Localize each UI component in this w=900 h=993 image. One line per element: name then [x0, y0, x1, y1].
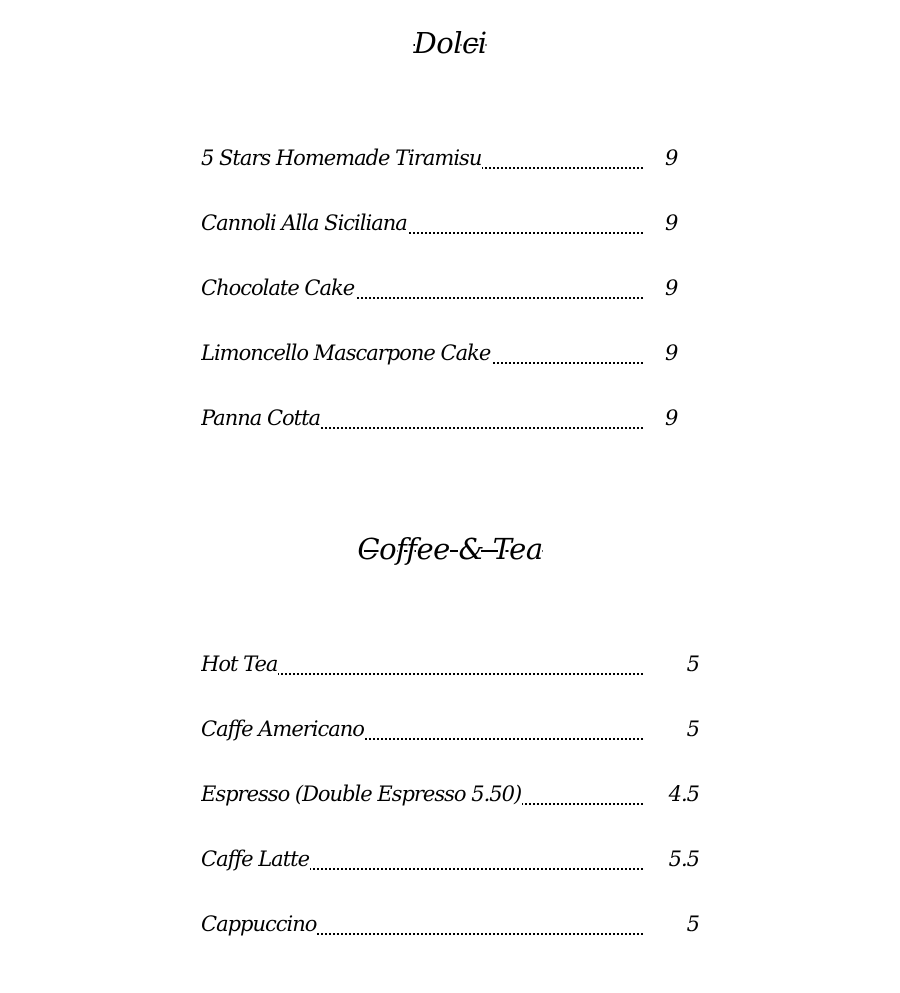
item-name-row — [201, 207, 643, 243]
item-price: 5 — [686, 912, 699, 936]
item-price: 9 — [665, 341, 678, 365]
section-title-coffee-tea-text: Coffee & Tea — [357, 532, 543, 566]
item-name: Cappuccino — [201, 908, 317, 940]
menu-item — [201, 402, 721, 438]
section-title-dolci — [0, 26, 900, 60]
item-price: 5.5 — [668, 847, 699, 871]
menu-item — [201, 142, 721, 178]
item-name: Espresso (Double Espresso 5.50) — [201, 778, 522, 810]
item-price: 9 — [665, 211, 678, 235]
section-title-coffee-tea — [0, 532, 900, 566]
menu-item — [201, 648, 721, 684]
item-name-row — [201, 908, 643, 944]
item-name-row — [201, 648, 643, 684]
item-name-row — [201, 778, 643, 814]
item-price: 5 — [686, 717, 699, 741]
item-name: Hot Tea — [201, 648, 278, 680]
menu-item — [201, 207, 721, 243]
item-name-row — [201, 402, 643, 438]
menu-item — [201, 908, 721, 944]
item-name: Limoncello Mascarpone Cake — [201, 337, 491, 369]
menu-item — [201, 778, 721, 814]
menu-item — [201, 843, 721, 879]
menu-item — [201, 337, 721, 373]
section-title-dolci-text: Dolci — [413, 26, 487, 60]
item-name-row — [201, 843, 643, 879]
item-name: Caffe Americano — [201, 713, 365, 745]
item-name-row — [201, 337, 643, 373]
item-name: 5 Stars Homemade Tiramisu — [201, 142, 482, 174]
item-price: 5 — [686, 652, 699, 676]
item-name-row — [201, 142, 643, 178]
item-name-row — [201, 272, 643, 308]
item-name: Caffe Latte — [201, 843, 310, 875]
item-name: Cannoli Alla Siciliana — [201, 207, 408, 239]
item-price: 9 — [665, 276, 678, 300]
item-name-row — [201, 713, 643, 749]
item-name: Chocolate Cake — [201, 272, 355, 304]
item-price: 9 — [665, 406, 678, 430]
menu-item — [201, 713, 721, 749]
item-price: 9 — [665, 146, 678, 170]
item-price: 4.5 — [668, 782, 699, 806]
item-name: Panna Cotta — [201, 402, 321, 434]
menu-item — [201, 272, 721, 308]
